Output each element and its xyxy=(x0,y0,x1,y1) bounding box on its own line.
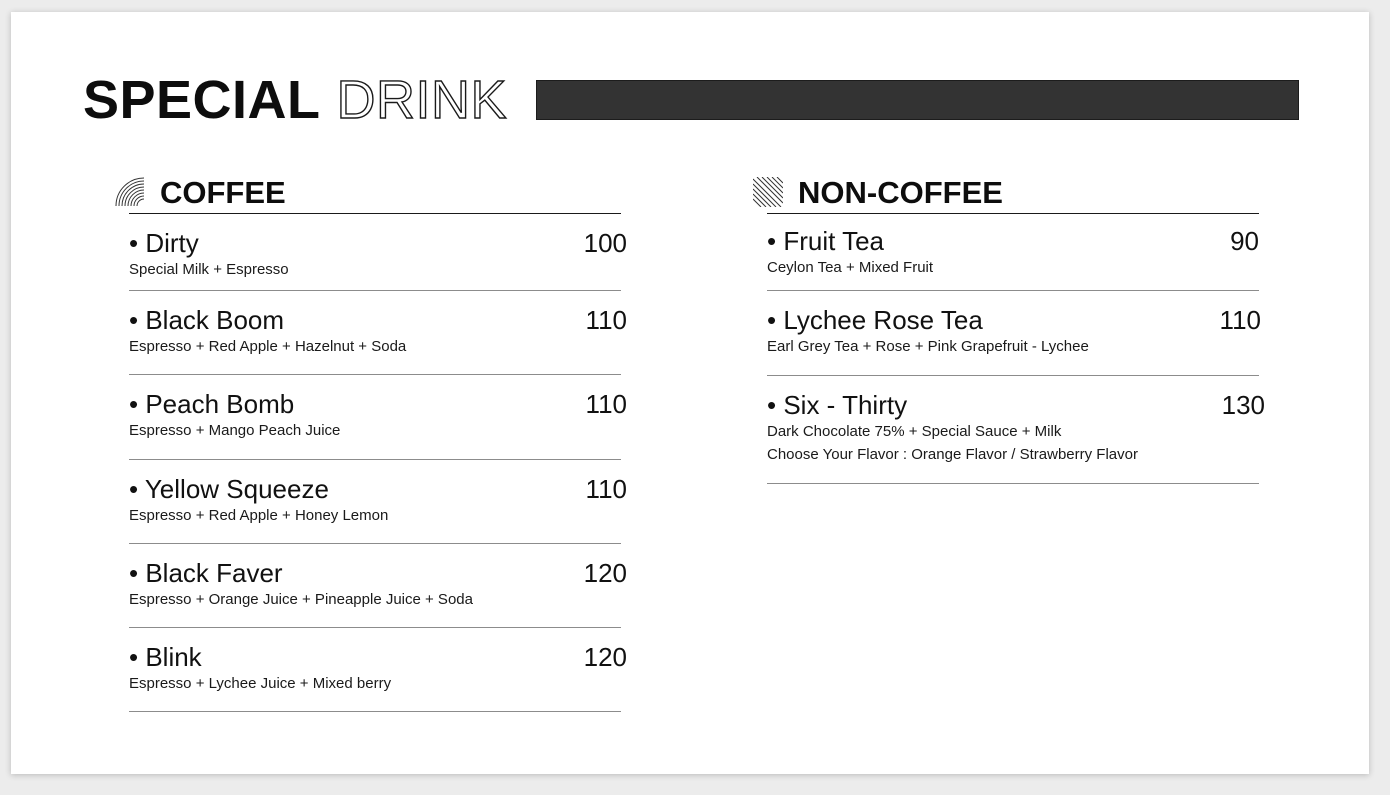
item-name: • Blink xyxy=(129,642,202,672)
item-price: 90 xyxy=(1230,226,1259,256)
item-price: 120 xyxy=(583,558,627,588)
item-description: Ceylon Tea + Mixed Fruit xyxy=(767,259,934,276)
item-description: Espresso + Mango Peach Juice xyxy=(129,422,341,439)
noncoffee-header xyxy=(767,176,1259,214)
coffee-section-title: COFFEE xyxy=(160,175,286,210)
noncoffee-section-title: NON-COFFEE xyxy=(798,175,1003,210)
coffee-section xyxy=(129,175,627,712)
menu-item xyxy=(129,544,627,628)
item-price: 110 xyxy=(1219,305,1261,335)
menu-title-outline: DRINK xyxy=(336,70,508,130)
arc-lines-icon xyxy=(115,177,145,207)
noncoffee-section xyxy=(767,175,1265,484)
item-name: • Dirty xyxy=(129,228,199,258)
item-name: • Six - Thirty xyxy=(767,390,908,420)
item-description: Espresso + Red Apple + Hazelnut + Soda xyxy=(129,338,407,355)
menu-item xyxy=(129,460,627,544)
menu-item xyxy=(129,628,627,712)
menu-item xyxy=(767,291,1259,376)
title-bar xyxy=(536,80,1299,120)
item-price: 110 xyxy=(585,389,627,419)
item-name: • Black Boom xyxy=(129,305,285,335)
menu-item xyxy=(767,376,1265,484)
item-flavor-options: Choose Your Flavor : Orange Flavor / Strawberry Flavor xyxy=(767,446,1138,463)
menu-item xyxy=(767,214,1259,291)
menu-item xyxy=(129,214,627,291)
item-price: 110 xyxy=(585,305,627,335)
menu-title-bold: SPECIAL xyxy=(83,70,321,130)
item-description: Earl Grey Tea + Rose + Pink Grapefruit - Lychee xyxy=(767,338,1089,355)
item-description: Dark Chocolate 75% + Special Sauce + Milk xyxy=(767,423,1062,440)
menu-item xyxy=(129,375,627,460)
item-name: • Black Faver xyxy=(129,558,283,588)
item-name: • Yellow Squeeze xyxy=(129,474,329,504)
coffee-header xyxy=(129,176,621,214)
item-description: Special Milk + Espresso xyxy=(129,261,289,278)
item-price: 100 xyxy=(583,228,627,258)
item-price: 130 xyxy=(1221,390,1265,420)
item-description: Espresso + Orange Juice + Pineapple Juice + Soda xyxy=(129,591,473,608)
menu-title xyxy=(83,70,507,130)
diagonal-lines-icon xyxy=(753,177,783,207)
item-name: • Fruit Tea xyxy=(767,226,884,256)
item-description: Espresso + Red Apple + Honey Lemon xyxy=(129,507,389,524)
item-name: • Lychee Rose Tea xyxy=(767,305,983,335)
item-price: 120 xyxy=(583,642,627,672)
item-price: 110 xyxy=(585,474,627,504)
menu-item xyxy=(129,291,627,375)
item-description: Espresso + Lychee Juice + Mixed berry xyxy=(129,675,392,692)
item-name: • Peach Bomb xyxy=(129,389,295,419)
